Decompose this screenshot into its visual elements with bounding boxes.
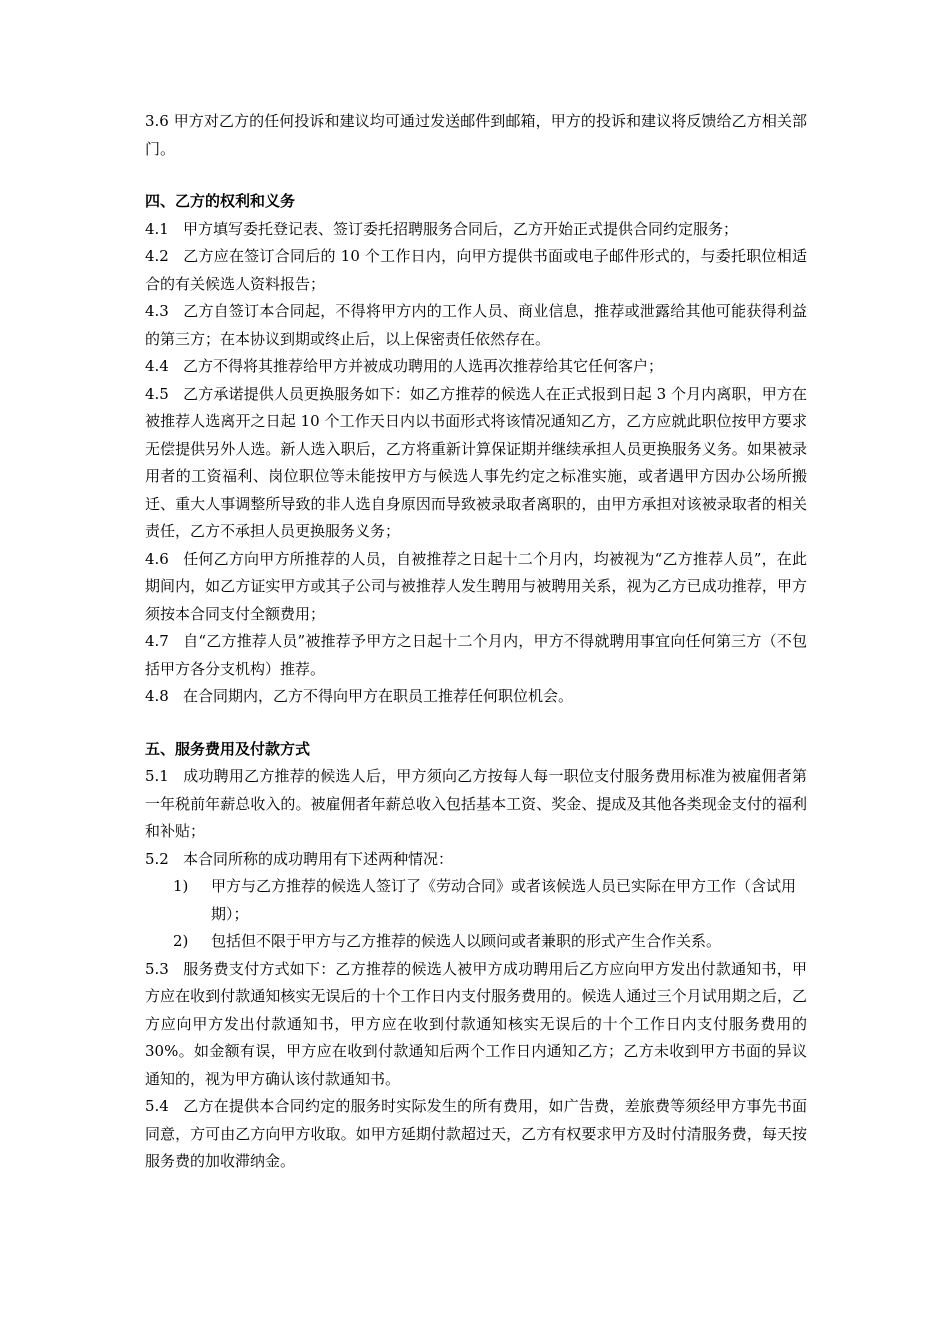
clause-text: 成功聘用乙方推荐的候选人后，甲方须向乙方按每人每一职位支付服务费用标准为被雇佣者第一年税前年薪总收入的。被雇佣者年薪总收入包括基本工资、奖金、提成及其他各类现金支付的福利和补贴； [145, 767, 807, 840]
clause-4-2 [145, 243, 807, 298]
clause-text: 任何乙方向甲方所推荐的人员，自被推荐之日起十二个月内，均被视为“乙方推荐人员”，在此期间内，如乙方证实甲方或其子公司与被推荐人发生聘用与被聘用关系，视为乙方已成功推荐，甲方须按本合同支付全额费用； [145, 549, 807, 623]
clause-number: 4.8 [145, 687, 169, 705]
clause-number: 5.3 [145, 959, 169, 978]
clause-text: 在合同期内，乙方不得向甲方在职员工推荐任何职位机会。 [183, 687, 574, 705]
clause-text: 甲方填写委托登记表、签订委托招聘服务合同后，乙方开始正式提供合同约定服务； [183, 219, 739, 238]
clause-text: 乙方承诺提供人员更换服务如下：如乙方推荐的候选人在正式报到日起 3 个月内离职，甲方在被推荐人选离开之日起 10 个工作天日内以书面形式将该情况通知乙方，乙方应就此职位按甲方要求无偿提供另外人选。新人选入职后，乙方将重新计算保证期并继续承担人员更换服务义务。如果被录用者的工资福利、岗位职位等未能按甲方与候选人事先约定之标准实施，或者遇甲方因办公场所搬迁、重大人事调整所导致的非人选自身原因而导致被录取者离职的，由甲方承担对该被录取者的相关责任，乙方不承担人员更换服务义务； [145, 384, 807, 540]
clause-4-1 [145, 216, 807, 244]
clause-5-1 [145, 763, 807, 846]
clause-text: 本合同所称的成功聘用有下述两种情况： [183, 849, 454, 868]
clause-5-4 [145, 1093, 807, 1176]
list-marker: 1) [173, 877, 189, 895]
section-5-heading: 五、服务费用及付款方式 [145, 739, 311, 758]
clause-text: 乙方自签订本合同起，不得将甲方内的工作人员、商业信息，推荐或泄露给其他可能获得利益的第三方；在本协议到期或终止后，以上保密责任依然存在。 [145, 302, 807, 348]
clause-number: 4.7 [145, 632, 169, 650]
list-marker: 2) [173, 932, 189, 950]
clause-5-2 [145, 846, 807, 874]
clause-5-2-sublist [145, 873, 807, 956]
clause-number: 4.3 [145, 302, 169, 320]
clause-5-3 [145, 956, 807, 1094]
clause-4-5 [145, 381, 807, 546]
clause-number: 5.1 [145, 767, 169, 785]
clause-4-8 [145, 683, 807, 711]
clause-text: 乙方在提供本合同约定的服务时实际发生的所有费用，如广告费，差旅费等须经甲方事先书面同意，方可由乙方向甲方收取。如甲方延期付款超过天，乙方有权要求甲方及时付清服务费，每天按服务费的加收滞纳金。 [145, 1097, 807, 1170]
clause-number: 5.4 [145, 1097, 169, 1115]
clause-number: 4.6 [145, 549, 169, 568]
clause-4-6 [145, 546, 807, 629]
clause-text: 服务费支付方式如下：乙方推荐的候选人被甲方成功聘用后乙方应向甲方发出付款通知书，甲方应在收到付款通知核实无误后的十个工作日内支付服务费用的。候选人通过三个月试用期之后，乙方应向甲方发出付款通知书，甲方应在收到付款通知核实无误后的十个工作日内支付服务费用的 30%。如金额有误，甲方应在收到付款通知后两个工作日内通知乙方；乙方未收到甲方书面的异议通知的，视为甲方确认该付款通知书。 [145, 959, 807, 1088]
list-item [173, 873, 807, 928]
clause-number: 4.1 [145, 219, 169, 238]
clause-number: 4.5 [145, 384, 169, 403]
clause-4-4 [145, 353, 807, 381]
clause-3-6: 3.6 甲方对乙方的任何投诉和建议均可通过发送邮件到邮箱，甲方的投诉和建议将反馈给乙方相关部门。 [145, 112, 807, 158]
list-item-text: 甲方与乙方推荐的候选人签订了《劳动合同》或者该候选人员已实际在甲方工作（含试用期）； [211, 877, 797, 923]
section-4-heading: 四、乙方的权利和义务 [145, 192, 296, 210]
clause-number: 5.2 [145, 849, 169, 868]
clause-number: 4.4 [145, 357, 169, 375]
clause-text: 乙方应在签订合同后的 10 个工作日内，向甲方提供书面或电子邮件形式的，与委托职位相适合的有关候选人资料报告； [145, 247, 807, 293]
clause-number: 4.2 [145, 247, 169, 265]
list-item [173, 928, 807, 956]
list-item-text: 包括但不限于甲方与乙方推荐的候选人以顾问或者兼职的形式产生合作关系。 [211, 932, 722, 950]
clause-text: 乙方不得将其推荐给甲方并被成功聘用的人选再次推荐给其它任何客户； [183, 357, 664, 375]
clause-4-3 [145, 298, 807, 353]
clause-4-7 [145, 628, 807, 683]
clause-text: 自“乙方推荐人员”被推荐予甲方之日起十二个月内，甲方不得就聘用事宜向任何第三方（不包括甲方各分支机构）推荐。 [145, 632, 807, 678]
document-body [145, 108, 807, 1176]
